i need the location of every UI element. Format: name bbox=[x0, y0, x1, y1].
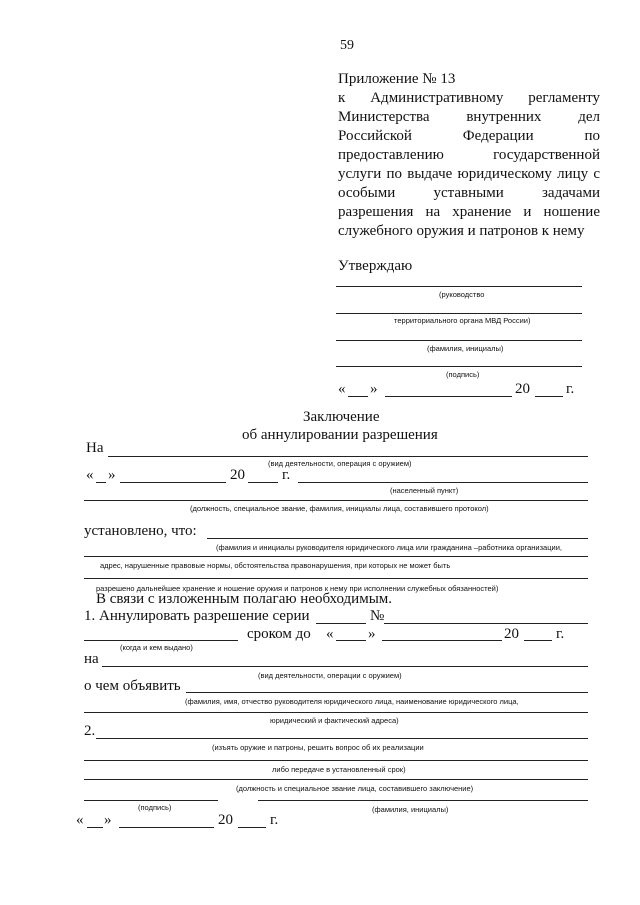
caption-allowed: разрешено дальнейшее хранение и ношение оружия и патронов к нему при исполнении служебных обязанностей) bbox=[96, 584, 499, 593]
legal-address-line[interactable] bbox=[84, 712, 588, 713]
activity-line[interactable] bbox=[108, 456, 588, 457]
date-open-quote: « bbox=[338, 381, 346, 397]
sign-line[interactable] bbox=[84, 800, 218, 801]
approve-year-line[interactable] bbox=[535, 396, 563, 397]
caption-name: (фамилия, инициалы) bbox=[427, 344, 504, 353]
appendix-line: к Административному регламенту bbox=[338, 90, 600, 106]
consider-text: В связи с изложенным полагаю необходимым. bbox=[96, 591, 393, 607]
final-year-suffix: г. bbox=[270, 812, 279, 828]
announce-label: о чем объявить bbox=[84, 678, 181, 694]
caption-activity: (вид деятельности, операция с оружием) bbox=[268, 459, 412, 468]
caption-body: территориального органа МВД России) bbox=[394, 316, 531, 325]
na-label: На bbox=[86, 440, 104, 456]
caption-address: адрес, нарушенные правовые нормы, обстоятельства правонарушения, при которых не может быть bbox=[100, 561, 451, 570]
final-month-line[interactable] bbox=[119, 827, 214, 828]
term-month-line[interactable] bbox=[382, 640, 502, 641]
term-day-line[interactable] bbox=[336, 640, 366, 641]
number-line[interactable] bbox=[384, 623, 588, 624]
caption-sign: (подпись) bbox=[138, 803, 172, 812]
position-line[interactable] bbox=[84, 500, 588, 501]
approve-month-line[interactable] bbox=[385, 396, 512, 397]
term-year-suffix: г. bbox=[556, 626, 565, 642]
year-suffix: г. bbox=[566, 381, 575, 397]
announce-line[interactable] bbox=[186, 692, 588, 693]
term-year-prefix: 20 bbox=[504, 626, 519, 642]
caption-signature: (подпись) bbox=[446, 370, 480, 379]
appendix-line: Российской Федерации по bbox=[338, 128, 600, 144]
year-prefix: 20 bbox=[515, 381, 530, 397]
appendix-line: Приложение № 13 bbox=[338, 71, 456, 87]
month-line[interactable] bbox=[120, 482, 226, 483]
name-line[interactable] bbox=[258, 800, 588, 801]
document-title: Заключение bbox=[303, 409, 380, 425]
caption-management: (руководство bbox=[439, 290, 485, 299]
item1-label: 1. Аннулировать разрешение серии bbox=[84, 608, 310, 624]
caption-seize: (изъять оружие и патроны, решить вопрос об их реализации bbox=[212, 743, 424, 752]
appendix-line: Министерства внутренних дел bbox=[338, 109, 600, 125]
caption-when-issued: (когда и кем выдано) bbox=[120, 643, 193, 652]
caption-name-final: (фамилия, инициалы) bbox=[372, 805, 449, 814]
caption-compiler: (должность и специальное звание лица, составившего заключение) bbox=[236, 784, 474, 793]
caption-activity2: (вид деятельности, операции с оружием) bbox=[258, 671, 402, 680]
approve-name-line[interactable] bbox=[336, 340, 582, 341]
final-date-open-quote: « bbox=[76, 812, 84, 828]
final-year-prefix: 20 bbox=[218, 812, 233, 828]
appendix-line: служебного оружия и патронов к нему bbox=[338, 223, 585, 239]
number-sign: № bbox=[370, 608, 385, 624]
caption-transfer: либо передаче в установленный срок) bbox=[272, 765, 406, 774]
established-line[interactable] bbox=[207, 538, 588, 539]
term-year-line[interactable] bbox=[524, 640, 552, 641]
established-label: установлено, что: bbox=[84, 523, 197, 539]
approve-body-line[interactable] bbox=[336, 313, 582, 314]
final-day-line[interactable] bbox=[87, 827, 103, 828]
day-line[interactable] bbox=[96, 482, 106, 483]
year-prefix: 20 bbox=[230, 467, 245, 483]
approve-signature-line[interactable] bbox=[336, 366, 582, 367]
item2-label: 2. bbox=[84, 723, 96, 739]
caption-locality: (населенный пункт) bbox=[390, 486, 459, 495]
caption-person: (фамилия и инициалы руководителя юридического лица или гражданина –работника организации, bbox=[216, 543, 562, 552]
year-suffix: г. bbox=[282, 467, 291, 483]
caption-position: (должность, специальное звание, фамилия, инициалы лица, составившего протокол) bbox=[190, 504, 489, 513]
locality-line[interactable] bbox=[298, 482, 588, 483]
series-line[interactable] bbox=[316, 623, 366, 624]
activity2-line[interactable] bbox=[102, 666, 588, 667]
appendix-line: услуги по выдаче юридическому лицу с bbox=[338, 166, 600, 182]
date-close-quote: » bbox=[370, 381, 378, 397]
transfer-line[interactable] bbox=[84, 760, 588, 761]
caption-legal-address: юридический и фактический адреса) bbox=[270, 716, 399, 725]
issued-line[interactable] bbox=[84, 640, 238, 641]
allowed-line[interactable] bbox=[84, 578, 588, 579]
term-label: сроком до bbox=[247, 626, 311, 642]
seize-line[interactable] bbox=[96, 738, 588, 739]
final-year-line[interactable] bbox=[238, 827, 266, 828]
address-line[interactable] bbox=[84, 556, 588, 557]
final-date-close-quote: » bbox=[104, 812, 112, 828]
date-open-quote: « bbox=[86, 467, 94, 483]
approve-management-line[interactable] bbox=[336, 286, 582, 287]
approve-title: Утверждаю bbox=[338, 258, 413, 274]
appendix-line: разрешения на хранение и ношение bbox=[338, 204, 600, 220]
na2-label: на bbox=[84, 651, 99, 667]
appendix-line: особыми уставными задачами bbox=[338, 185, 600, 201]
document-subtitle: об аннулировании разрешения bbox=[242, 427, 438, 443]
compiler-line[interactable] bbox=[84, 779, 588, 780]
date-close-quote: » bbox=[108, 467, 116, 483]
year-line[interactable] bbox=[248, 482, 278, 483]
caption-fullname: (фамилия, имя, отчество руководителя юридического лица, наименование юридического лица, bbox=[185, 697, 519, 706]
term-close-quote: » bbox=[368, 626, 376, 642]
appendix-line: предоставлению государственной bbox=[338, 147, 600, 163]
page-number: 59 bbox=[340, 38, 354, 53]
term-open-quote: « bbox=[326, 626, 334, 642]
approve-day-line[interactable] bbox=[348, 396, 368, 397]
